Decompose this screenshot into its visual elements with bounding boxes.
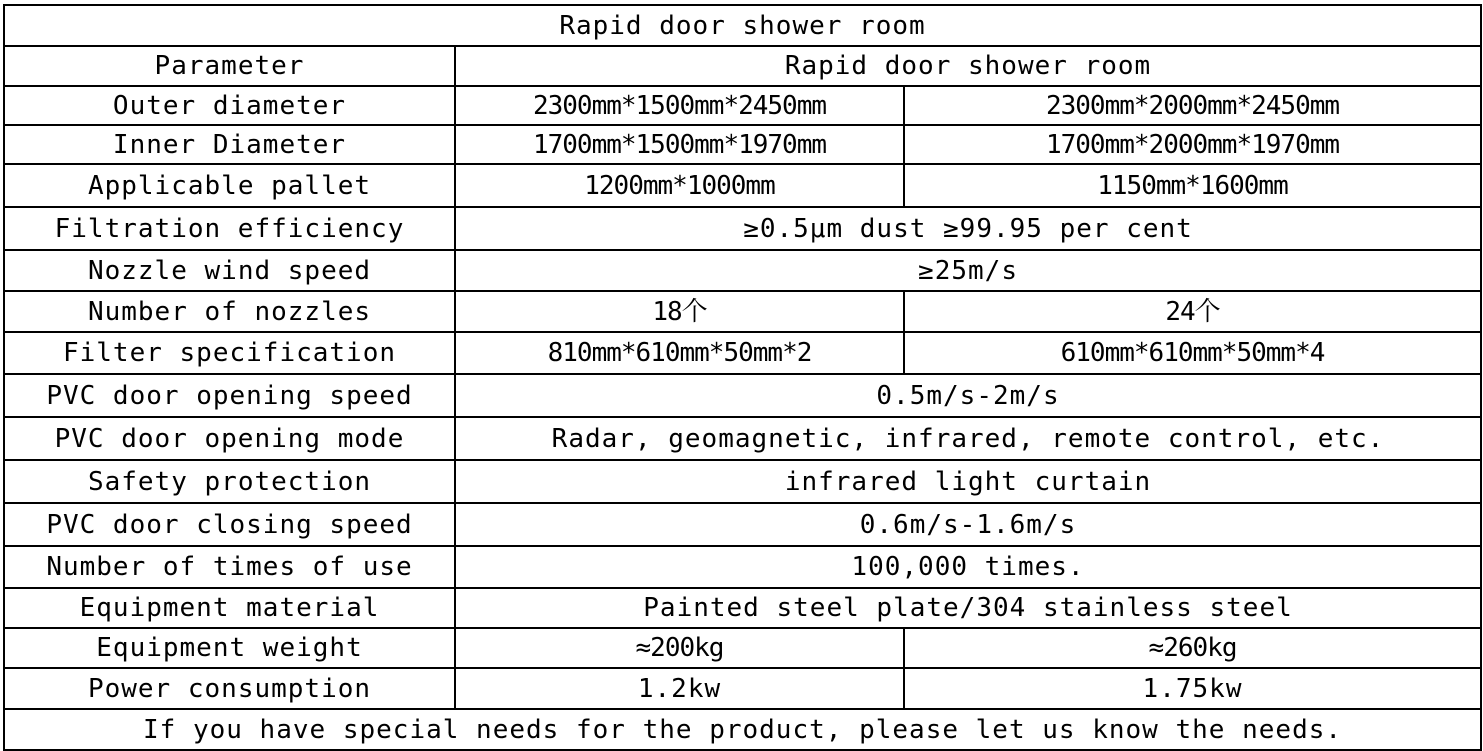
value-cell: ≥25m/s bbox=[455, 250, 1481, 291]
title-row bbox=[4, 5, 1481, 46]
param-label: Power consumption bbox=[4, 668, 455, 709]
table-row-pvc-door-opening-speed bbox=[4, 374, 1481, 417]
table-row-filtration-efficiency bbox=[4, 207, 1481, 250]
table-row-pvc-door-opening-mode bbox=[4, 417, 1481, 460]
value-cell: 1.2kw bbox=[455, 668, 904, 709]
value-cell: ≈200kg bbox=[455, 628, 904, 668]
value-cell: 0.6m/s-1.6m/s bbox=[455, 503, 1481, 546]
value-cell: 1200mm*1000mm bbox=[455, 164, 904, 207]
table-row-filter-specification bbox=[4, 332, 1481, 374]
param-label: Filter specification bbox=[4, 332, 455, 374]
table-row-number-of-times-of-use bbox=[4, 546, 1481, 588]
value-cell: 2300mm*1500mm*2450mm bbox=[455, 86, 904, 125]
value-cell: Radar, geomagnetic, infrared, remote control, etc. bbox=[455, 417, 1481, 460]
param-label: Equipment weight bbox=[4, 628, 455, 668]
value-cell: 1150mm*1600mm bbox=[904, 164, 1481, 207]
table-row-equipment-weight bbox=[4, 628, 1481, 668]
value-cell: infrared light curtain bbox=[455, 460, 1481, 503]
param-label: PVC door opening speed bbox=[4, 374, 455, 417]
param-label: PVC door opening mode bbox=[4, 417, 455, 460]
param-label: Inner Diameter bbox=[4, 125, 455, 164]
param-label: Filtration efficiency bbox=[4, 207, 455, 250]
table-row-inner-diameter bbox=[4, 125, 1481, 164]
param-label: Number of nozzles bbox=[4, 291, 455, 332]
value-cell: 610mm*610mm*50mm*4 bbox=[904, 332, 1481, 374]
table-row-pvc-door-closing-speed bbox=[4, 503, 1481, 546]
spec-table bbox=[3, 4, 1482, 751]
table-row-nozzle-wind-speed bbox=[4, 250, 1481, 291]
param-label: Outer diameter bbox=[4, 86, 455, 125]
table-row-safety-protection bbox=[4, 460, 1481, 503]
value-cell: 1.75kw bbox=[904, 668, 1481, 709]
value-cell: 2300mm*2000mm*2450mm bbox=[904, 86, 1481, 125]
footer-note: If you have special needs for the product, please let us know the needs. bbox=[4, 709, 1481, 750]
table-row-number-of-nozzles bbox=[4, 291, 1481, 332]
param-label: PVC door closing speed bbox=[4, 503, 455, 546]
value-cell: ≥0.5μm dust ≥99.95 per cent bbox=[455, 207, 1481, 250]
value-cell: 1700mm*1500mm*1970mm bbox=[455, 125, 904, 164]
footer-row bbox=[4, 709, 1481, 750]
table-row-applicable-pallet bbox=[4, 164, 1481, 207]
param-label: Safety protection bbox=[4, 460, 455, 503]
header-product: Rapid door shower room bbox=[455, 46, 1481, 86]
table-row-outer-diameter bbox=[4, 86, 1481, 125]
header-parameter: Parameter bbox=[4, 46, 455, 86]
value-cell: 0.5m/s-2m/s bbox=[455, 374, 1481, 417]
param-label: Number of times of use bbox=[4, 546, 455, 588]
table-row-power-consumption bbox=[4, 668, 1481, 709]
param-label: Applicable pallet bbox=[4, 164, 455, 207]
value-cell: 24个 bbox=[904, 291, 1481, 332]
header-row bbox=[4, 46, 1481, 86]
value-cell: 1700mm*2000mm*1970mm bbox=[904, 125, 1481, 164]
param-label: Nozzle wind speed bbox=[4, 250, 455, 291]
param-label: Equipment material bbox=[4, 588, 455, 628]
value-cell: ≈260kg bbox=[904, 628, 1481, 668]
table-row-equipment-material bbox=[4, 588, 1481, 628]
value-cell: 810mm*610mm*50mm*2 bbox=[455, 332, 904, 374]
value-cell: Painted steel plate/304 stainless steel bbox=[455, 588, 1481, 628]
table-title: Rapid door shower room bbox=[4, 5, 1481, 46]
value-cell: 18个 bbox=[455, 291, 904, 332]
value-cell: 100,000 times. bbox=[455, 546, 1481, 588]
